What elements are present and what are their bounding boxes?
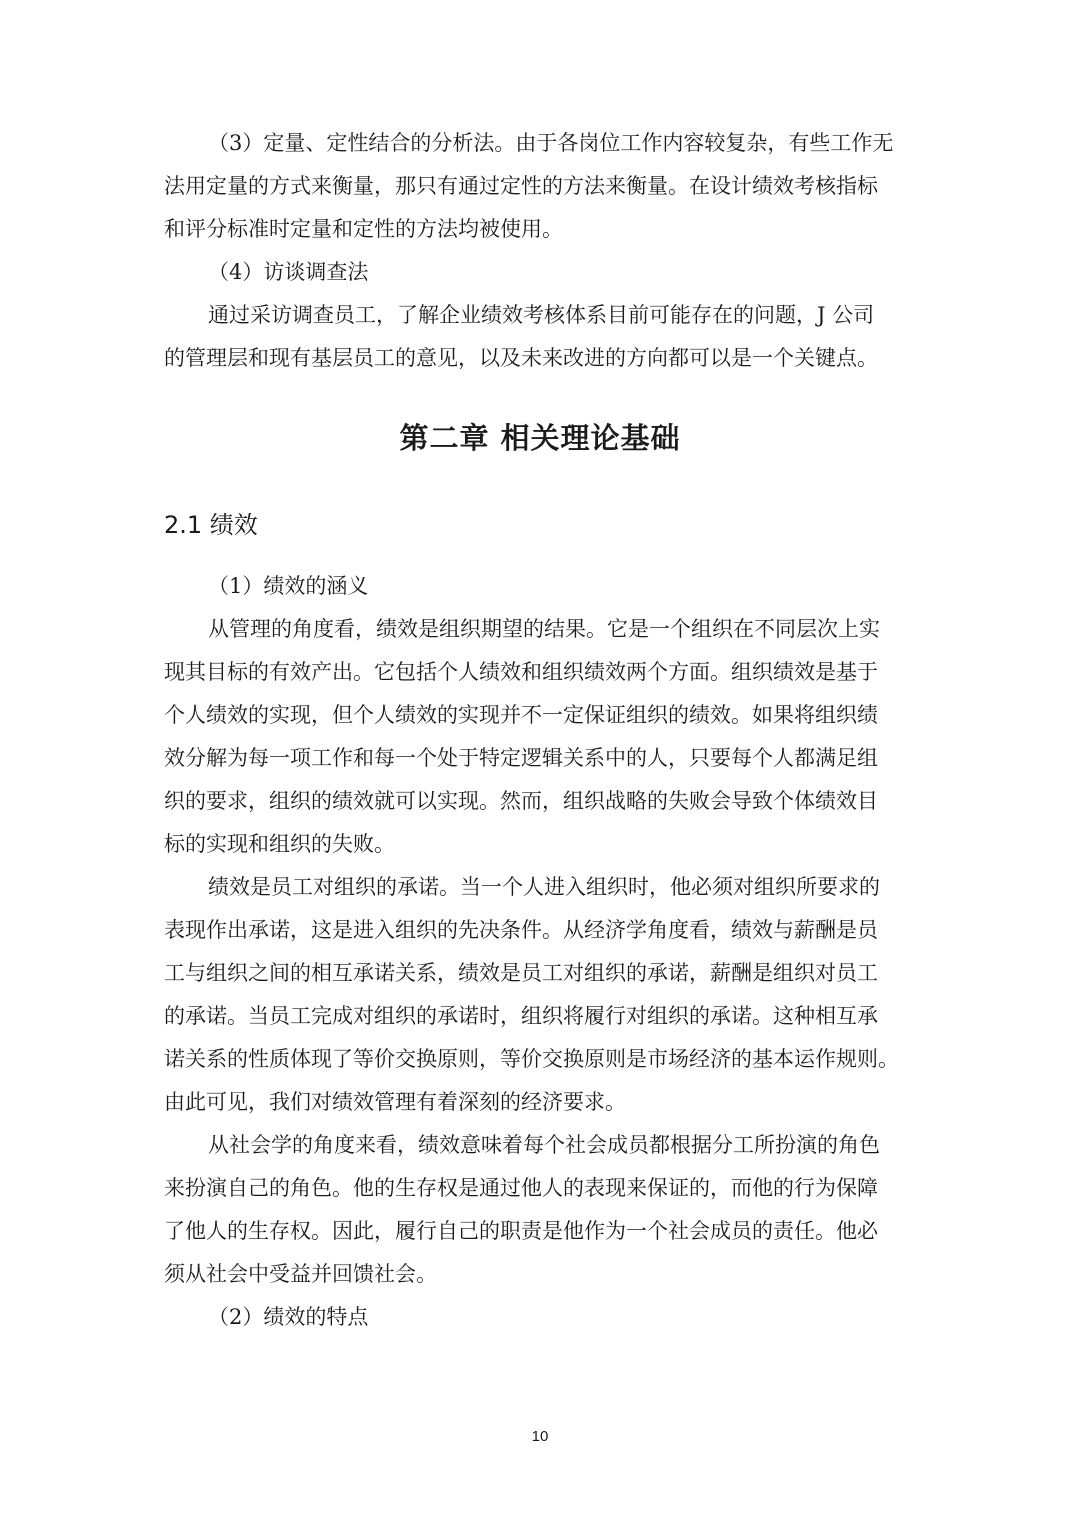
- para3-line-1: 从社会学的角度来看，绩效意味着每个社会成员都根据分工所扮演的角色: [208, 1133, 880, 1157]
- intro-text-block: [164, 122, 916, 380]
- method-3-line-1: （3）定量、定性结合的分析法。由于各岗位工作内容较复杂，有些工作无: [208, 131, 894, 155]
- method-3-line-3: 和评分标准时定量和定性的方法均被使用。: [164, 217, 563, 241]
- para2-line-5: 诺关系的性质体现了等价交换原则，等价交换原则是市场经济的基本运作规则。: [164, 1047, 899, 1071]
- para3-line-2: 来扮演自己的角色。他的生存权是通过他人的表现来保证的，而他的行为保障: [164, 1176, 878, 1200]
- para1-line-5: 织的要求，组织的绩效就可以实现。然而，组织战略的失败会导致个体绩效目: [164, 789, 878, 813]
- para2-line-1: 绩效是员工对组织的承诺。当一个人进入组织时，他必须对组织所要求的: [208, 875, 880, 899]
- method-4-line-1: 通过采访调查员工，了解企业绩效考核体系目前可能存在的问题，J 公司: [208, 303, 875, 327]
- para1-line-4: 效分解为每一项工作和每一个处于特定逻辑关系中的人，只要每个人都满足组: [164, 746, 878, 770]
- para2-line-2: 表现作出承诺，这是进入组织的先决条件。从经济学角度看，绩效与薪酬是员: [164, 918, 878, 942]
- para3-line-3: 了他人的生存权。因此，履行自己的职责是他作为一个社会成员的责任。他必: [164, 1219, 878, 1243]
- para2-line-3: 工与组织之间的相互承诺关系，绩效是员工对组织的承诺，薪酬是组织对员工: [164, 961, 878, 985]
- para1-line-3: 个人绩效的实现，但个人绩效的实现并不一定保证组织的绩效。如果将组织绩: [164, 703, 878, 727]
- subheading-meaning: （1）绩效的涵义: [208, 574, 369, 598]
- chapter-title: 第二章 相关理论基础: [399, 421, 681, 455]
- para1-line-1: 从管理的角度看，绩效是组织期望的结果。它是一个组织在不同层次上实: [208, 617, 880, 641]
- method-3-line-2: 法用定量的方式来衡量，那只有通过定性的方法来衡量。在设计绩效考核指标: [164, 174, 878, 198]
- page-number: 10: [531, 1428, 549, 1445]
- method-4-heading: （4）访谈调查法: [208, 260, 369, 284]
- main-text-block: [164, 565, 916, 1339]
- section-title: 2.1 绩效: [164, 511, 258, 539]
- subheading-features: （2）绩效的特点: [208, 1305, 369, 1329]
- para1-line-6: 标的实现和组织的失败。: [164, 832, 395, 856]
- para3-line-4: 须从社会中受益并回馈社会。: [164, 1262, 437, 1286]
- para2-line-6: 由此可见，我们对绩效管理有着深刻的经济要求。: [164, 1090, 626, 1114]
- para2-line-4: 的承诺。当员工完成对组织的承诺时，组织将履行对组织的承诺。这种相互承: [164, 1004, 878, 1028]
- method-4-line-2: 的管理层和现有基层员工的意见，以及未来改进的方向都可以是一个关键点。: [164, 346, 878, 370]
- para1-line-2: 现其目标的有效产出。它包括个人绩效和组织绩效两个方面。组织绩效是基于: [164, 660, 878, 684]
